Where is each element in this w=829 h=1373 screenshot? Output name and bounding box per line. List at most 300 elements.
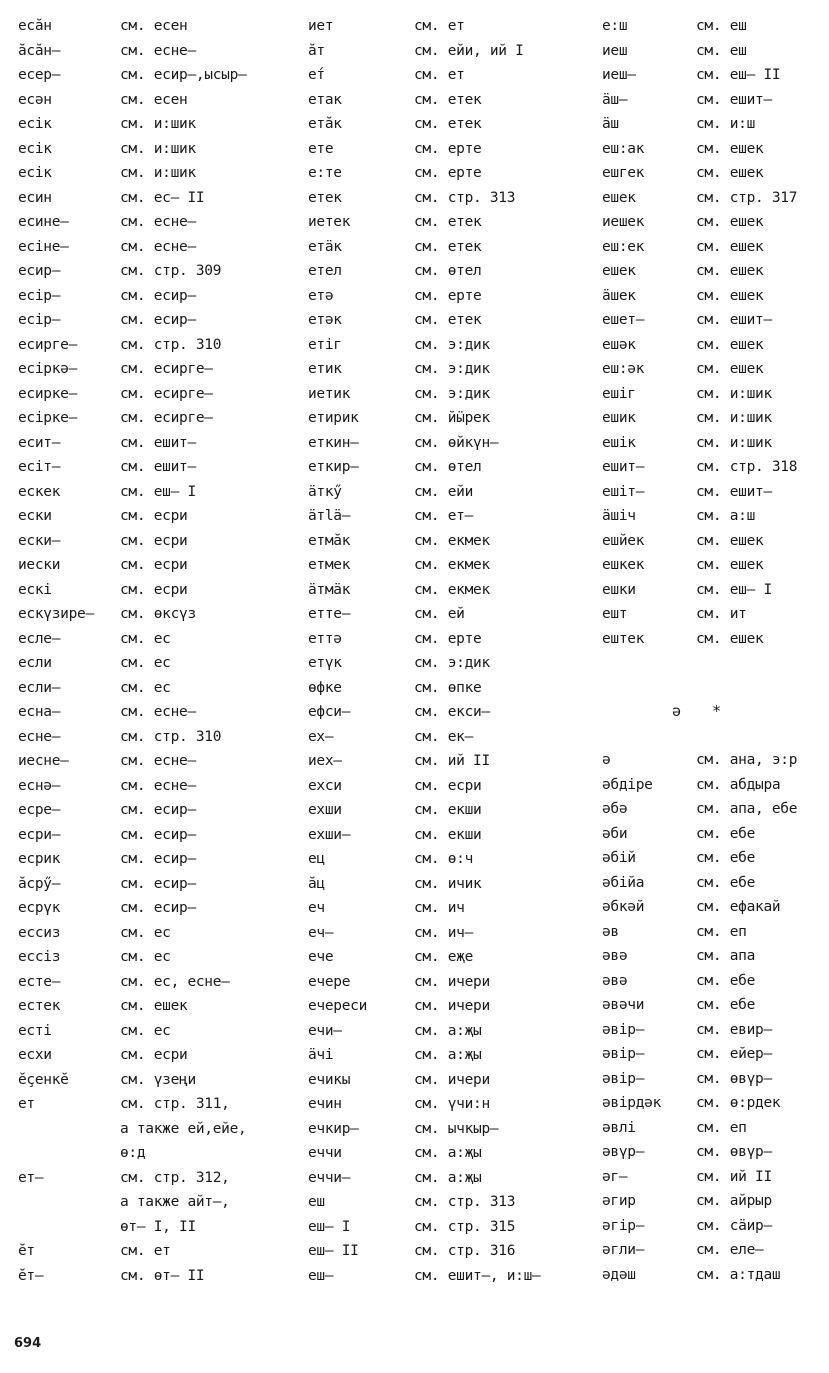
- headword: ет–: [18, 1169, 44, 1186]
- headword: есте–: [18, 973, 61, 990]
- cross-reference: см. ит: [696, 606, 747, 622]
- headword: есит–: [18, 434, 61, 451]
- headword: әгли–: [602, 1242, 645, 1258]
- cross-reference: см. ес, есне–: [120, 973, 230, 990]
- cross-reference: см. стр. 310: [120, 336, 222, 353]
- headword: ешйек: [602, 532, 645, 549]
- headword: ешит–: [602, 459, 645, 475]
- cross-reference: см. екси–: [414, 704, 490, 720]
- headword: есіт–: [18, 459, 61, 475]
- cross-reference: см. ес: [120, 949, 171, 965]
- headword: есрүк: [18, 900, 61, 916]
- headword: есер–: [18, 67, 61, 83]
- headword: ӓшіч: [602, 508, 636, 524]
- headword: әбдіре: [602, 776, 653, 793]
- headword: әв: [602, 923, 619, 940]
- cross-reference: см. екмек: [414, 557, 490, 573]
- headword: иеш–: [602, 67, 636, 83]
- cross-reference: см. өвүр–: [696, 1070, 772, 1087]
- headword: әбій: [602, 850, 636, 866]
- headword: есіркә–: [18, 361, 78, 377]
- cross-reference: см. э:дик: [414, 336, 490, 353]
- cross-reference: см. есир–: [120, 826, 196, 843]
- cross-reference: см. стр. 318: [696, 459, 798, 475]
- cross-reference: см. есне–: [120, 753, 196, 769]
- headword: ете: [308, 140, 334, 157]
- headword: етел: [308, 263, 342, 279]
- headword: етек: [308, 189, 342, 206]
- headword: еш:әк: [602, 361, 645, 377]
- cross-reference: см. ичери: [414, 1071, 490, 1088]
- cross-reference: см. өтел: [414, 263, 482, 279]
- headword: ӑт: [308, 42, 325, 59]
- headword: етӓк: [308, 238, 342, 255]
- page-number: 694: [14, 1336, 42, 1351]
- headword: әгір–: [602, 1217, 645, 1234]
- cross-reference: см. стр. 309: [120, 263, 222, 279]
- cross-reference: см. есир–: [120, 287, 196, 304]
- cross-reference: см. ешек: [696, 336, 764, 353]
- headword: ешіт–: [602, 483, 645, 500]
- cross-reference: см. ебе: [696, 874, 756, 891]
- cross-reference: см. екши: [414, 826, 482, 843]
- cross-reference: см. өтел: [414, 459, 482, 475]
- headword: ефси–: [308, 704, 351, 720]
- cross-reference: а также айт–,: [120, 1194, 230, 1210]
- headword: етә: [308, 287, 334, 304]
- headword: еш– I: [308, 1218, 351, 1235]
- cross-reference: см. есри: [414, 777, 482, 794]
- headword: ех–: [308, 728, 334, 745]
- headword: ӓш: [602, 116, 619, 132]
- cross-reference: см. ий II: [696, 1168, 772, 1185]
- cross-reference: см. стр. 312,: [120, 1169, 230, 1186]
- cross-reference: см. еш: [696, 18, 747, 34]
- cross-reference: см. ес: [120, 1022, 171, 1039]
- headword: ӓш–: [602, 91, 628, 108]
- cross-reference: см. есир–: [120, 900, 196, 916]
- cross-reference: см. ешек: [696, 287, 764, 304]
- headword: есік: [18, 140, 52, 157]
- cross-reference: см. ешит–: [696, 91, 772, 108]
- headword: е:те: [308, 165, 342, 181]
- headword: есир–: [18, 263, 61, 279]
- cross-reference: см. екши: [414, 802, 482, 818]
- cross-reference: см. стр. 313: [414, 1194, 516, 1210]
- headword: ечере: [308, 973, 351, 990]
- cross-reference: см. э:дик: [414, 655, 490, 671]
- cross-reference: см. есир–: [120, 875, 196, 892]
- cross-reference: см. евир–: [696, 1021, 772, 1038]
- cross-reference: см. өксүз: [120, 606, 196, 622]
- headword: еткин–: [308, 434, 359, 451]
- cross-reference: см. есне–: [120, 777, 196, 794]
- cross-reference: см. ебе: [696, 972, 756, 989]
- section-mark: *: [712, 702, 722, 720]
- headword: е:ш: [602, 18, 628, 34]
- cross-reference: см. и:шик: [120, 116, 196, 132]
- cross-reference: см. и:шик: [696, 410, 772, 426]
- cross-reference: см. йӹрек: [414, 410, 490, 426]
- cross-reference: см. есне–: [120, 238, 196, 255]
- cross-reference: см. ерте: [414, 165, 482, 181]
- headword: есір–: [18, 287, 61, 304]
- cross-reference: см. есне–: [120, 42, 196, 59]
- headword: етӑк: [308, 116, 342, 132]
- cross-reference: см. есир–,ысыр–: [120, 67, 247, 83]
- headword: әбә: [602, 801, 628, 817]
- cross-reference: см. ерте: [414, 287, 482, 304]
- cross-reference: см. ешек: [696, 532, 764, 549]
- cross-reference: см. стр. 310: [120, 728, 222, 745]
- cross-reference: см. ешит–: [696, 312, 772, 328]
- cross-reference: см. ич: [414, 900, 465, 916]
- headword: еч–: [308, 924, 334, 941]
- cross-reference: см. э:дик: [414, 385, 490, 402]
- cross-reference: см. ешек: [696, 361, 764, 377]
- headword: есірке–: [18, 410, 78, 426]
- headword: еччи–: [308, 1169, 351, 1186]
- headword: есӑн: [18, 18, 52, 34]
- headword: ешәк: [602, 336, 636, 353]
- section-letter: ә: [672, 702, 682, 720]
- cross-reference: см. есри: [120, 581, 188, 598]
- cross-reference: см. есирге–: [120, 410, 213, 426]
- cross-reference: см. етек: [414, 312, 482, 328]
- headword: әвәчи: [602, 997, 645, 1013]
- headword: есән: [18, 91, 52, 108]
- headword: еш:ак: [602, 140, 645, 157]
- headword: ескүзире–: [18, 606, 94, 622]
- cross-reference: см. ычкыр–: [414, 1120, 499, 1137]
- cross-reference: см. өпке: [414, 679, 482, 696]
- headword: етүк: [308, 655, 342, 671]
- cross-reference: см. ешек: [696, 263, 764, 279]
- headword: етмек: [308, 557, 351, 573]
- headword: ехси: [308, 777, 342, 794]
- cross-reference: см. ешек: [696, 238, 764, 255]
- cross-reference: см. а:җы: [414, 1145, 482, 1161]
- cross-reference: см. сӓир–: [696, 1217, 772, 1234]
- cross-reference: см. ес– II: [120, 189, 205, 206]
- headword: ечи–: [308, 1022, 342, 1039]
- cross-reference: см. ес: [120, 679, 171, 696]
- headword: ече: [308, 949, 334, 965]
- cross-reference: см. есри: [120, 1047, 188, 1063]
- cross-reference: см. ебе: [696, 850, 756, 866]
- cross-reference: см. стр. 313: [414, 189, 516, 206]
- cross-reference: см. ес: [120, 655, 171, 671]
- cross-reference: см. ет: [414, 18, 465, 34]
- cross-reference: см. ейер–: [696, 1046, 772, 1062]
- cross-reference: см. а:җы: [414, 1022, 482, 1039]
- cross-reference: ө:д: [120, 1145, 146, 1161]
- headword: ехши–: [308, 826, 351, 843]
- headword: иески: [18, 557, 61, 573]
- cross-reference: см. есри: [120, 532, 188, 549]
- cross-reference: см. ичери: [414, 998, 490, 1014]
- headword: если–: [18, 679, 61, 696]
- cross-reference: см. ефакай: [696, 899, 781, 915]
- cross-reference: см. ет–: [414, 508, 474, 524]
- cross-reference: см. айрыр: [696, 1193, 772, 1209]
- cross-reference: см. ий II: [414, 753, 490, 769]
- cross-reference: см. ек–: [414, 728, 474, 745]
- headword: если: [18, 655, 52, 671]
- headword: ӓтlӓ–: [308, 508, 351, 524]
- headword: етіг: [308, 336, 342, 353]
- headword: әдәш: [602, 1266, 636, 1283]
- headword: ечикы: [308, 1071, 351, 1088]
- cross-reference: см. ейи: [414, 483, 474, 500]
- cross-reference: см. есирге–: [120, 361, 213, 377]
- headword: есре–: [18, 802, 61, 818]
- headword: еш: [308, 1194, 325, 1210]
- headword: есин: [18, 189, 52, 206]
- headword: еччи: [308, 1145, 342, 1161]
- headword: әвір–: [602, 1021, 645, 1038]
- headword: әвірдәк: [602, 1095, 662, 1111]
- cross-reference: см. ичик: [414, 875, 482, 892]
- headword: еш–: [308, 1267, 334, 1284]
- headword: есине–: [18, 214, 69, 230]
- headword: ехши: [308, 802, 342, 818]
- headword: есрик: [18, 851, 61, 867]
- headword: ӑсӑн–: [18, 42, 61, 59]
- cross-reference: см. есен: [120, 18, 188, 34]
- headword: әвә: [602, 972, 628, 989]
- cross-reference: см. есри: [120, 557, 188, 573]
- section-heading: [672, 702, 743, 720]
- headword: ессіз: [18, 949, 61, 965]
- cross-reference: см. ичери: [414, 973, 490, 990]
- headword: ӗт: [18, 1243, 35, 1259]
- cross-reference: см. ес: [120, 630, 171, 647]
- cross-reference: см. стр. 316: [414, 1243, 516, 1259]
- cross-reference: см. ет: [120, 1243, 171, 1259]
- cross-reference: өт– I, II: [120, 1218, 196, 1235]
- headword: ӓтмӓк: [308, 581, 351, 598]
- cross-reference: см. есри: [120, 508, 188, 524]
- headword: ешек: [602, 189, 636, 206]
- cross-reference: см. ешит–: [120, 434, 196, 451]
- headword: ӑц: [308, 875, 325, 892]
- headword: есіне–: [18, 238, 69, 255]
- cross-reference: см. ебе: [696, 825, 756, 842]
- headword: ӓткӳ: [308, 483, 342, 500]
- cross-reference: см. ич–: [414, 924, 474, 941]
- headword: ешет–: [602, 312, 645, 328]
- headword: еснә–: [18, 777, 61, 794]
- headword: ешки: [602, 581, 636, 598]
- headword: әгир: [602, 1193, 636, 1209]
- cross-reference: см. етек: [414, 116, 482, 132]
- cross-reference: см. өйкүн–: [414, 434, 499, 451]
- cross-reference: см. өвүр–: [696, 1144, 772, 1160]
- cross-reference: см. ө:ч: [414, 851, 474, 867]
- cross-reference: см. етек: [414, 238, 482, 255]
- cross-reference: см. еп: [696, 923, 747, 940]
- headword: етик: [308, 361, 342, 377]
- cross-reference: см. ет: [414, 67, 465, 83]
- headword: ӗт–: [18, 1267, 44, 1284]
- cross-reference: см. екмек: [414, 581, 490, 598]
- cross-reference: см. ей: [414, 606, 465, 622]
- cross-reference: см. ешит–: [120, 459, 196, 475]
- headword: иех–: [308, 753, 342, 769]
- headword: ески–: [18, 532, 61, 549]
- headword: есхи: [18, 1047, 52, 1063]
- headword: әвүр–: [602, 1144, 645, 1160]
- cross-reference: см. өт– II: [120, 1267, 205, 1284]
- headword: ескі: [18, 581, 52, 598]
- cross-reference: см. үчи:н: [414, 1096, 490, 1112]
- cross-reference: см. и:шик: [120, 140, 196, 157]
- cross-reference: см. есир–: [120, 851, 196, 867]
- headword: иетек: [308, 214, 351, 230]
- cross-reference: см. ана, э:р: [696, 752, 798, 768]
- headword: ештек: [602, 630, 645, 647]
- headword: есік: [18, 165, 52, 181]
- headword: етак: [308, 91, 342, 108]
- headword: есік: [18, 116, 52, 132]
- cross-reference: см. еҗе: [414, 949, 474, 965]
- headword: ешіг: [602, 385, 636, 402]
- headword: ец: [308, 851, 325, 867]
- cross-reference: см. еп: [696, 1119, 747, 1136]
- headword: есирге–: [18, 336, 78, 353]
- headword: есна–: [18, 704, 61, 720]
- headword: әвір–: [602, 1046, 645, 1062]
- cross-reference: см. ебе: [696, 997, 756, 1013]
- cross-reference: см. ешит–, и:ш–: [414, 1267, 541, 1284]
- headword: ә: [602, 752, 611, 768]
- headword: әбійа: [602, 874, 645, 891]
- cross-reference: см. есир–: [120, 312, 196, 328]
- cross-reference: см. есир–: [120, 802, 196, 818]
- headword: еш:ек: [602, 238, 645, 255]
- cross-reference: см. ейи, ий I: [414, 42, 524, 59]
- cross-reference: см. екмек: [414, 532, 490, 549]
- headword: есне–: [18, 728, 61, 745]
- cross-reference: см. еш– I: [696, 581, 772, 598]
- cross-reference: см. есирге–: [120, 385, 213, 402]
- cross-reference: см. еш– II: [696, 67, 781, 83]
- headword: әвә: [602, 948, 628, 964]
- headword: еттә: [308, 630, 342, 647]
- headword: иешек: [602, 214, 645, 230]
- headword: иет: [308, 18, 334, 34]
- headword: ӑсрӳ–: [18, 875, 61, 892]
- headword: ӗҫенкӗ: [18, 1071, 69, 1088]
- cross-reference: а также ей,ейе,: [120, 1120, 247, 1137]
- cross-reference: см. ешек: [696, 214, 764, 230]
- headword: есри–: [18, 826, 61, 843]
- headword: ешек: [602, 263, 636, 279]
- cross-reference: см. еш– I: [120, 483, 196, 500]
- cross-reference: см. еш: [696, 42, 747, 59]
- headword: есле–: [18, 630, 61, 647]
- cross-reference: см. етек: [414, 214, 482, 230]
- headword: әвір–: [602, 1070, 645, 1087]
- headword: есір–: [18, 312, 61, 328]
- headword: ешт: [602, 606, 628, 622]
- cross-reference: см. ешек: [120, 998, 188, 1014]
- cross-reference: см. и:шик: [696, 434, 772, 451]
- headword: өфке: [308, 679, 342, 696]
- cross-reference: см. есне–: [120, 214, 196, 230]
- cross-reference: см. ерте: [414, 630, 482, 647]
- cross-reference: см. а:ш: [696, 508, 756, 524]
- headword: ет́: [308, 67, 325, 83]
- headword: етәк: [308, 312, 342, 328]
- headword: есирке–: [18, 385, 78, 402]
- cross-reference: см. ешек: [696, 557, 764, 573]
- headword: иеш: [602, 42, 628, 59]
- cross-reference: см. стр. 311,: [120, 1096, 230, 1112]
- headword: ӓшек: [602, 287, 636, 304]
- cross-reference: см. ешек: [696, 630, 764, 647]
- cross-reference: см. үзеңи: [120, 1071, 196, 1088]
- headword: әби: [602, 825, 628, 842]
- headword: ет: [18, 1096, 35, 1112]
- headword: еч: [308, 900, 325, 916]
- headword: еткир–: [308, 459, 359, 475]
- headword: етирик: [308, 410, 359, 426]
- headword: естек: [18, 998, 61, 1014]
- headword: ешік: [602, 434, 636, 451]
- headword: иесне–: [18, 753, 69, 769]
- cross-reference: см. етек: [414, 91, 482, 108]
- headword: ескек: [18, 483, 61, 500]
- headword: етте–: [308, 606, 351, 622]
- cross-reference: см. ешек: [696, 165, 764, 181]
- cross-reference: см. есне–: [120, 704, 196, 720]
- headword: ессиз: [18, 924, 61, 941]
- cross-reference: см. стр. 317: [696, 189, 798, 206]
- headword: әбкәй: [602, 899, 645, 915]
- cross-reference: см. и:шик: [696, 385, 772, 402]
- headword: әвлі: [602, 1119, 636, 1136]
- cross-reference: см. еле–: [696, 1242, 764, 1258]
- headword: ешгек: [602, 165, 645, 181]
- cross-reference: см. ес: [120, 924, 171, 941]
- cross-reference: см. апа, ебе: [696, 801, 798, 817]
- cross-reference: см. и:ш: [696, 116, 756, 132]
- headword: ечкир–: [308, 1120, 359, 1137]
- cross-reference: см. стр. 315: [414, 1218, 516, 1235]
- headword: етмӑк: [308, 532, 351, 549]
- cross-reference: см. и:шик: [120, 165, 196, 181]
- cross-reference: см. есен: [120, 91, 188, 108]
- headword: ӓчі: [308, 1047, 334, 1063]
- cross-reference: см. ерте: [414, 140, 482, 157]
- cross-reference: см. а:җы: [414, 1169, 482, 1186]
- cross-reference: см. а:җы: [414, 1047, 482, 1063]
- cross-reference: см. апа: [696, 948, 756, 964]
- cross-reference: см. абдыра: [696, 776, 781, 793]
- cross-reference: см. а:тдаш: [696, 1266, 781, 1283]
- cross-reference: см. э:дик: [414, 361, 490, 377]
- cross-reference: см. ешек: [696, 140, 764, 157]
- headword: ески: [18, 508, 52, 524]
- headword: әг–: [602, 1168, 628, 1185]
- headword: ешик: [602, 410, 636, 426]
- headword: еш– II: [308, 1243, 359, 1259]
- headword: ешкек: [602, 557, 645, 573]
- headword: есті: [18, 1022, 52, 1039]
- cross-reference: см. ешит–: [696, 483, 772, 500]
